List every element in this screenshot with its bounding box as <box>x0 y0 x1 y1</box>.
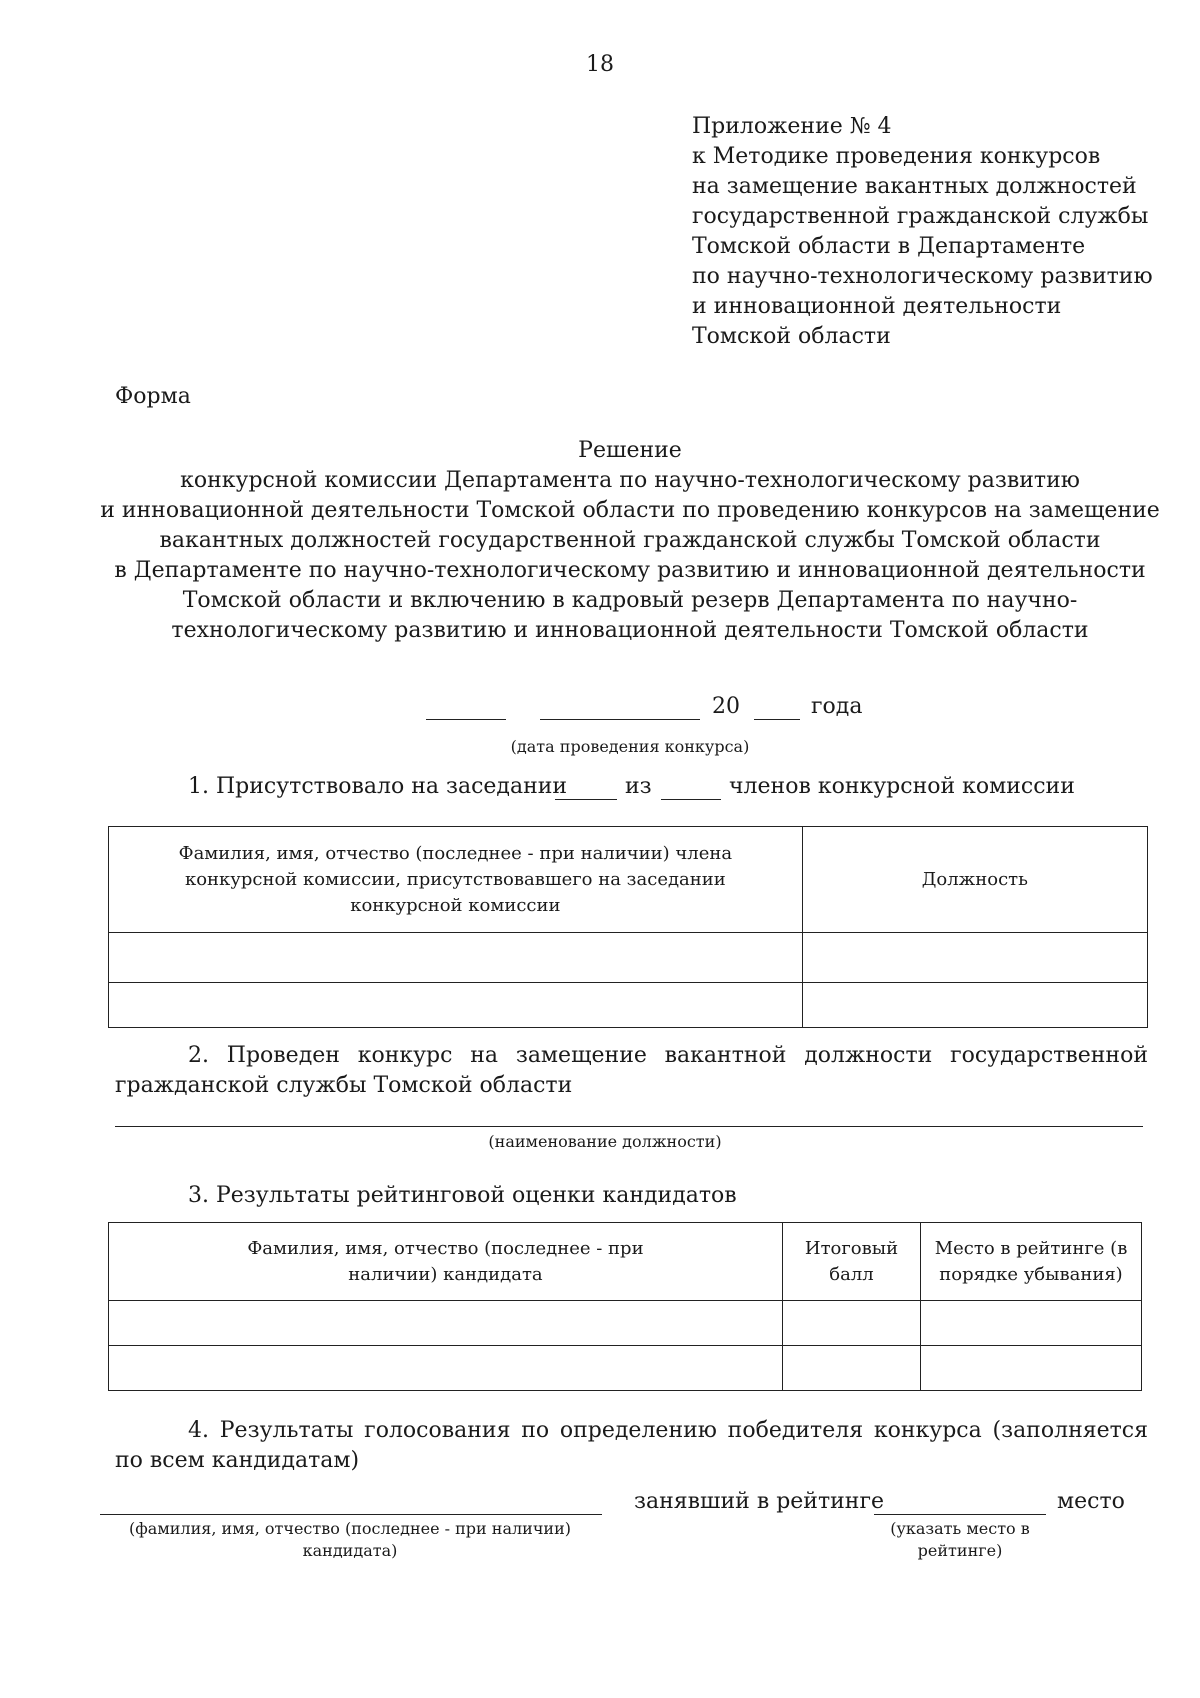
table-row <box>109 1346 1142 1391</box>
member-name-cell[interactable] <box>109 933 803 983</box>
appendix-line: на замещение вакантных должностей <box>692 174 1137 199</box>
rating-place-header: Место в рейтинге (в порядке убывания) <box>921 1223 1142 1301</box>
section1-text-end: членов конкурсной комиссии <box>729 774 1075 799</box>
form-label: Форма <box>115 384 191 409</box>
date-year-prefix: 20 <box>712 694 740 719</box>
date-year-blank[interactable] <box>754 719 800 720</box>
title-line: вакантных должностей государственной гражданской службы Томской области <box>159 528 1101 553</box>
section4-line2: по всем кандидатам) <box>115 1448 360 1473</box>
title-heading: Решение <box>578 438 682 463</box>
rating-place-cell[interactable] <box>921 1301 1142 1346</box>
position-cell[interactable] <box>802 933 1147 983</box>
title-line: в Департаменте по научно-технологическому развитию и инновационной деятельности <box>114 558 1146 583</box>
member-name-cell[interactable] <box>109 983 803 1028</box>
rating-place-caption: (указать место в рейтинге) <box>890 1519 1030 1560</box>
appendix-line: к Методике проведения конкурсов <box>692 144 1101 169</box>
member-name-header: Фамилия, имя, отчество (последнее - при наличии) члена конкурсной комиссии, присутствовавшего на заседании конкурсной комиссии <box>109 827 803 933</box>
total-score-cell[interactable] <box>782 1346 920 1391</box>
appendix-line: Томской области <box>692 324 891 349</box>
section4-line1: 4. Результаты голосования по определению победителя конкурса (заполняется <box>188 1418 1148 1443</box>
total-score-header: Итоговый балл <box>782 1223 920 1301</box>
position-header: Должность <box>802 827 1147 933</box>
appendix-line: по научно-технологическому развитию <box>692 264 1153 289</box>
position-name-caption: (наименование должности) <box>488 1132 722 1151</box>
position-name-blank[interactable] <box>115 1126 1143 1127</box>
rating-place-blank[interactable] <box>874 1514 1046 1515</box>
table-header-row <box>109 827 1148 933</box>
section1-text-start: 1. Присутствовало на заседании <box>188 774 568 799</box>
candidate-name-header: Фамилия, имя, отчество (последнее - при наличии) кандидата <box>109 1223 783 1301</box>
total-count-blank[interactable] <box>661 799 721 800</box>
title-line: конкурсной комиссии Департамента по научно-технологическому развитию <box>180 468 1080 493</box>
page-number: 18 <box>586 52 614 77</box>
position-cell[interactable] <box>802 983 1147 1028</box>
candidate-name-caption: (фамилия, имя, отчество (последнее - при наличии) кандидата) <box>129 1519 571 1560</box>
table-row <box>109 983 1148 1028</box>
present-count-blank[interactable] <box>555 799 617 800</box>
commission-members-table <box>108 826 1148 1028</box>
section3-text: 3. Результаты рейтинговой оценки кандидатов <box>188 1183 737 1208</box>
document-title <box>60 436 1200 646</box>
date-day-blank[interactable] <box>426 719 506 720</box>
date-month-blank[interactable] <box>540 719 700 720</box>
rating-table <box>108 1222 1142 1391</box>
total-score-cell[interactable] <box>782 1301 920 1346</box>
place-text: место <box>1057 1489 1125 1514</box>
candidate-name-cell[interactable] <box>109 1346 783 1391</box>
candidate-name-cell[interactable] <box>109 1301 783 1346</box>
appendix-line: Приложение № 4 <box>692 114 892 139</box>
date-year-suffix: года <box>811 694 863 719</box>
section2-line2: гражданской службы Томской области <box>115 1073 573 1098</box>
title-line: и инновационной деятельности Томской области по проведению конкурсов на замещение <box>100 498 1160 523</box>
date-caption: (дата проведения конкурса) <box>510 737 750 756</box>
appendix-block <box>692 112 1172 352</box>
rating-place-cell[interactable] <box>921 1346 1142 1391</box>
table-header-row <box>109 1223 1142 1301</box>
section2-line1: 2. Проведен конкурс на замещение вакантной должности государственной <box>188 1043 1148 1068</box>
candidate-name-blank[interactable] <box>100 1514 602 1515</box>
title-line: технологическому развитию и инновационной деятельности Томской области <box>171 618 1089 643</box>
appendix-line: и инновационной деятельности <box>692 294 1062 319</box>
title-line: Томской области и включению в кадровый резерв Департамента по научно- <box>182 588 1078 613</box>
table-row <box>109 1301 1142 1346</box>
section1-text-mid: из <box>625 774 652 799</box>
appendix-line: государственной гражданской службы <box>692 204 1149 229</box>
appendix-line: Томской области в Департаменте <box>692 234 1086 259</box>
table-row <box>109 933 1148 983</box>
ranked-text: занявший в рейтинге <box>634 1489 885 1514</box>
